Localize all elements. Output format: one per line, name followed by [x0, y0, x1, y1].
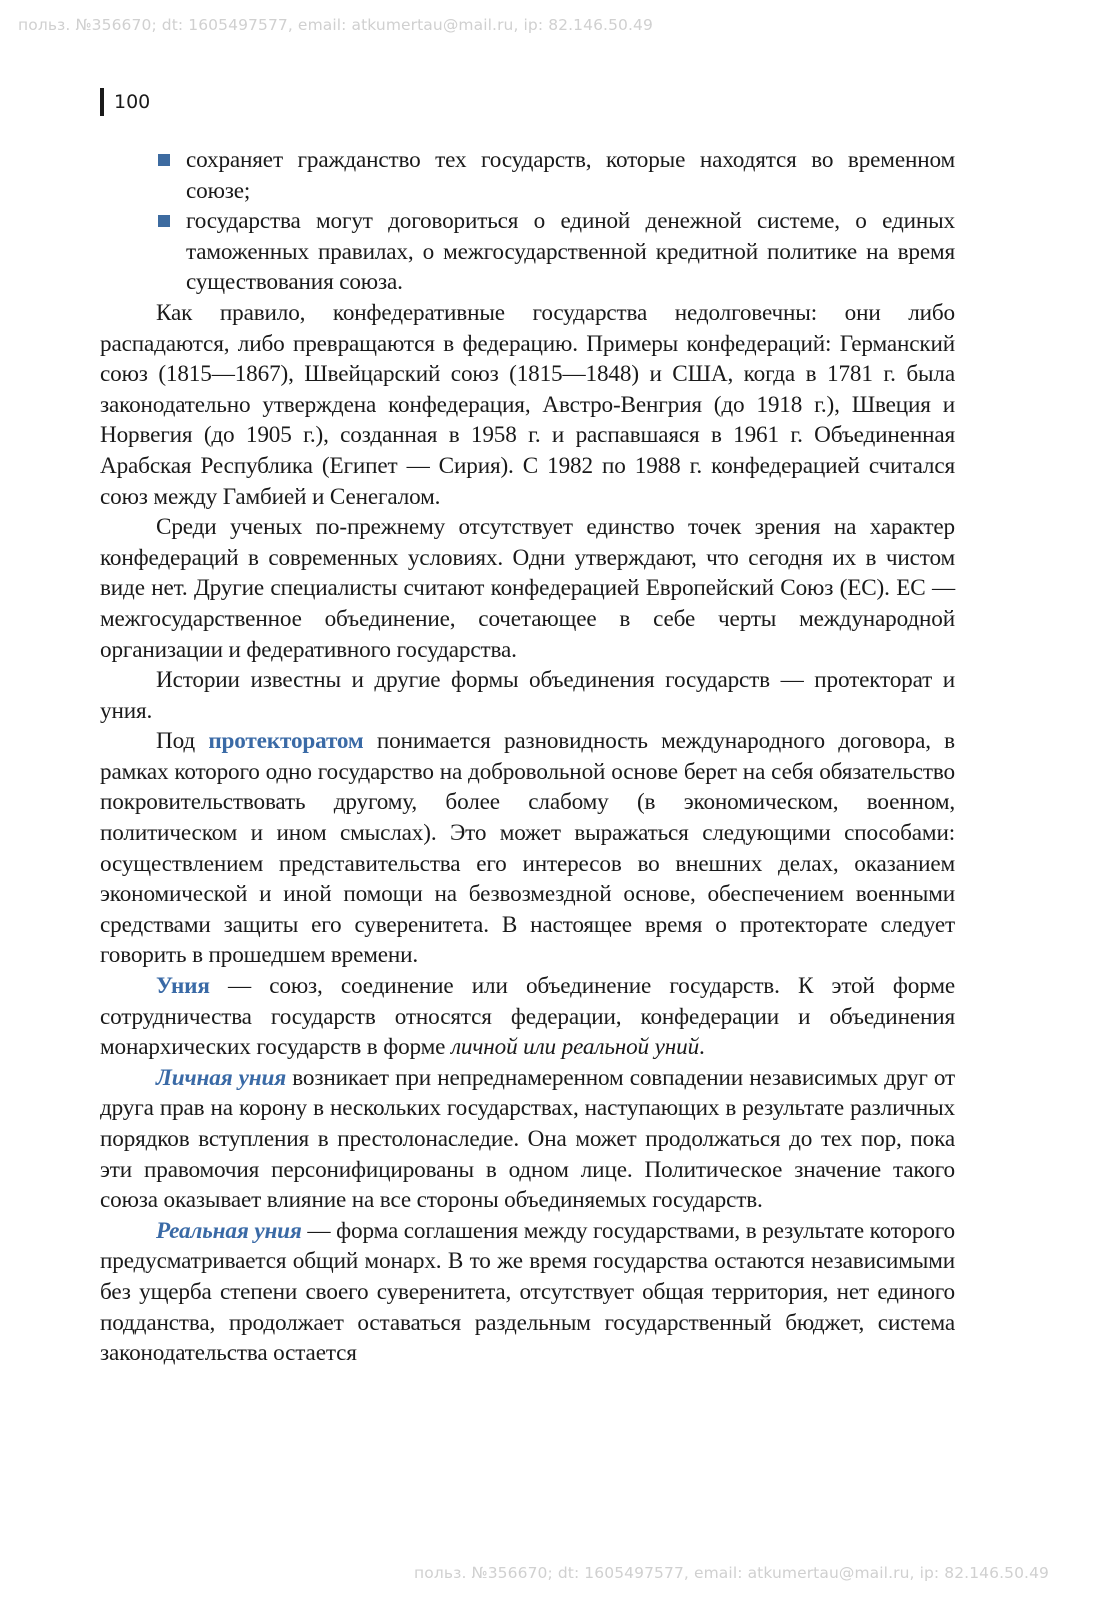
paragraph-text: .: [699, 1034, 705, 1061]
page-number-text: 100: [114, 91, 151, 113]
list-item: [100, 145, 955, 206]
square-bullet-icon: [158, 215, 170, 227]
paragraph-other-forms: Истории известны и другие формы объединения государств — протекторат и уния.: [100, 667, 955, 724]
paragraph-real-union: [100, 1216, 955, 1369]
bullet-list: [100, 145, 955, 298]
watermark-bottom: польз. №356670; dt: 1605497577, email: atkumertau@mail.ru, ip: 82.146.50.49: [414, 1564, 1049, 1582]
paragraph-union: [100, 971, 955, 1063]
paragraph-personal-union: [100, 1063, 955, 1216]
paragraph-text: — союз, соединение или объединение государств. К этой форме сотрудничества государств относятся федерации, конфедерации и объединения монархических государств в форме: [100, 973, 955, 1061]
term-protectorate: протекторатом: [208, 728, 364, 755]
paragraph-confederations-examples: Как правило, конфедеративные государства недолговечны: они либо распадаются, либо превращаются в федерацию. Примеры конфедераций: Германский союз (1815—1867), Швейцарский союз (1815—1848) и США, когда в 1781 г. была законодательно утверждена конфедерация, Австро-Венгрия (до 1918 г.), Швеция и Норвегия (до 1905 г.), созданная в 1958 г. и распавшаяся в 1961 г. Объединенная Арабская Республика (Египет — Сирия). С 1982 по 1988 г. конфедерацией считался союз между Гамбией и Сенегалом.: [100, 299, 955, 510]
paragraph-text: понимается разновидность международного договора, в рамках которого одно государство на добровольной основе берет на себя обязательство покровительствовать другому, более слабому (в экономическом, военном, политическом и ином смыслах). Это может выражаться следующими способами: осуществлением представительства его интересов во внешних делах, оказанием экономической и иной помощи на безвозмездной основе, обеспечением военными средствами защиты его суверенитета. В настоящее время о протекторате следует говорить в прошедшем времени.: [100, 728, 955, 969]
list-item-text: государства могут договориться о единой денежной системе, о единых таможенных правилах, о межгосударственной кредитной политике на время существования союза.: [186, 208, 955, 296]
square-bullet-icon: [158, 154, 170, 166]
paragraph-text: возникает при непреднамеренном совпадении независимых друг от друга прав на корону в нескольких государствах, наступающих в результате различных порядков вступления в престолонаследие. Она может продолжаться до тех пор, пока эти правомочия персонифицированы в одном лице. Политическое значение такого союза оказывает влияние на все стороны объединяемых государств.: [100, 1064, 955, 1214]
paragraph-text: Под: [156, 728, 209, 755]
term-personal-union: Личная уния: [156, 1064, 287, 1091]
italic-phrase: личной или реальной уний: [450, 1034, 700, 1061]
list-item: [100, 206, 955, 298]
page-number: [100, 88, 150, 116]
term-real-union: Реальная уния: [156, 1217, 302, 1244]
paragraph-confederations-today: Среди ученых по-прежнему отсутствует единство точек зрения на характер конфедераций в современных условиях. Одни утверждают, что сегодня их в чистом виде нет. Другие специалисты считают конфедерацией Европейский Союз (ЕС). ЕС — межгосударственное объединение, сочетающее в себе черты международной организации и федеративного государства.: [100, 514, 955, 663]
body-text: [100, 145, 955, 1369]
paragraph-text: — форма соглашения между государствами, в результате которого предусматривается общий монарх. В то же время государства остаются независимыми без ущерба степени своего суверенитета, отсутствует общая территория, нет единого подданства, продолжает оставаться раздельным государственный бюджет, система законодательства остается: [100, 1217, 955, 1367]
term-union: Уния: [156, 973, 210, 1000]
list-item-text: сохраняет гражданство тех государств, которые находятся во временном союзе;: [186, 147, 955, 204]
paragraph-protectorate: [100, 726, 955, 971]
watermark-top: польз. №356670; dt: 1605497577, email: atkumertau@mail.ru, ip: 82.146.50.49: [18, 16, 653, 34]
page-number-bar: [100, 88, 104, 116]
